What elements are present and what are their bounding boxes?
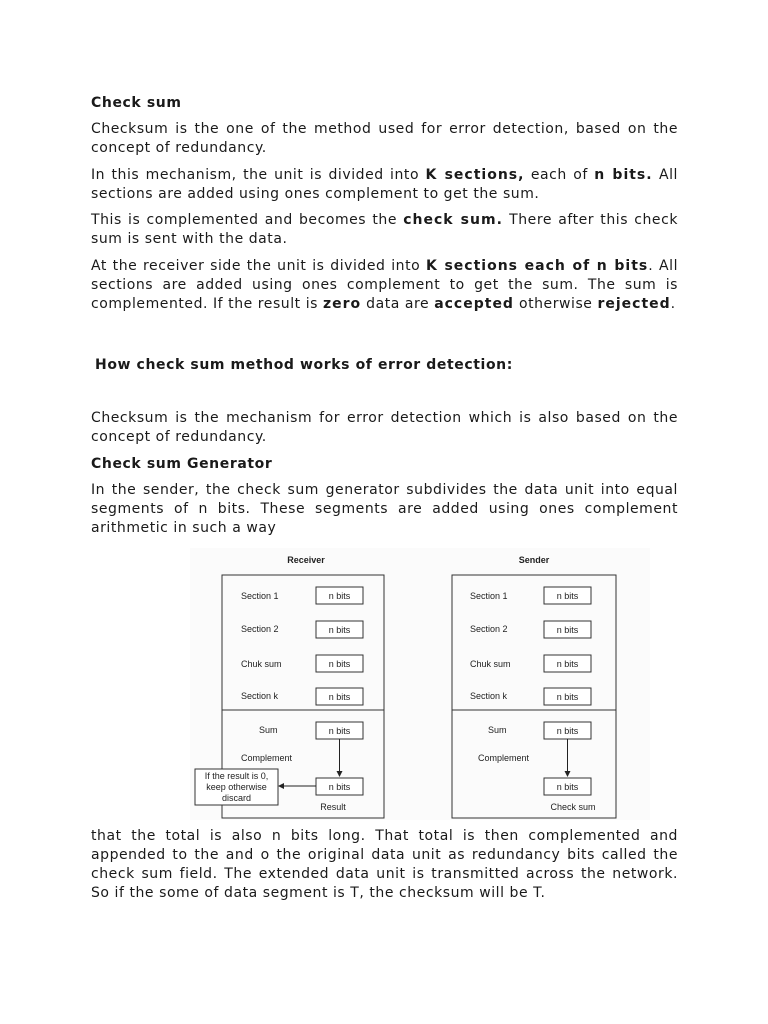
receiver-row-3: Chuk sum (241, 659, 282, 669)
receiver-title: Receiver (287, 555, 325, 565)
sender-row-3: Chuk sum (470, 659, 511, 669)
paragraph-7: that the total is also n bits long. That total is then complemented and appended to the and o the original data unit as redundancy bits called the check sum field. The extended data unit is transmitted across the network. So if the some of data segment is T, the checksum will be T. (91, 828, 678, 901)
receiver-box-2-label: n bits (328, 625, 351, 635)
receiver-result-box-label: n bits (328, 782, 351, 792)
heading-check-sum: Check sum (91, 95, 182, 111)
sender-box-1-label: n bits (556, 591, 579, 601)
sender-complement-label: Complement (478, 753, 530, 763)
paragraph-1: Checksum is the one of the method used for error detection, based on the concept of redundancy. (91, 121, 678, 156)
sender-title: Sender (518, 555, 550, 565)
paragraph-6: In the sender, the check sum generator subdivides the data unit into equal segments of n bits. These segments are added using ones complement arithmetic in such a way (91, 482, 678, 536)
heading-generator: Check sum Generator (91, 456, 273, 472)
sender-box-2-label: n bits (556, 625, 579, 635)
paragraph-2: In this mechanism, the unit is divided into K sections, each of n bits. All sections are added using ones complement to get the sum. (91, 167, 678, 202)
sender-checksum-box-label: n bits (556, 782, 579, 792)
receiver-result-label: Result (320, 802, 346, 812)
receiver-row-2: Section 2 (241, 624, 279, 634)
sender-box-4-label: n bits (556, 692, 579, 702)
diagram-svg (190, 548, 650, 820)
receiver-box-1-label: n bits (328, 591, 351, 601)
receiver-complement-label: Complement (241, 753, 293, 763)
receiver-row-4: Section k (241, 691, 279, 701)
sender-row-2: Section 2 (470, 624, 508, 634)
sender-sum-label: Sum (488, 725, 507, 735)
sender-row-4: Section k (470, 691, 508, 701)
paragraph-3: This is complemented and becomes the check sum. There after this check sum is sent with the data. (91, 212, 679, 247)
receiver-sum-label: Sum (259, 725, 278, 735)
sender-sum-box-label: n bits (556, 726, 579, 736)
sender-box-3-label: n bits (556, 659, 579, 669)
receiver-note-line-2: keep otherwise (206, 782, 267, 792)
heading-how-it-works: How check sum method works of error detection: (95, 357, 513, 373)
receiver-box-3-label: n bits (328, 659, 351, 669)
receiver-box-4-label: n bits (328, 692, 351, 702)
paragraph-4: At the receiver side the unit is divided into K sections each of n bits. All sections are added using ones complement to get the sum. The sum is complemented. If the result is zero data are accepted otherwise rejected. (91, 258, 679, 312)
sender-row-1: Section 1 (470, 591, 508, 601)
paragraph-5: Checksum is the mechanism for error detection which is also based on the concept of redundancy. (91, 410, 678, 445)
receiver-sum-box-label: n bits (328, 726, 351, 736)
receiver-note-line-3: discard (221, 793, 252, 803)
receiver-note-line-1: If the result is 0, (204, 771, 269, 781)
sender-result-label: Check sum (550, 802, 596, 812)
receiver-row-1: Section 1 (241, 591, 279, 601)
checksum-diagram (190, 548, 650, 820)
